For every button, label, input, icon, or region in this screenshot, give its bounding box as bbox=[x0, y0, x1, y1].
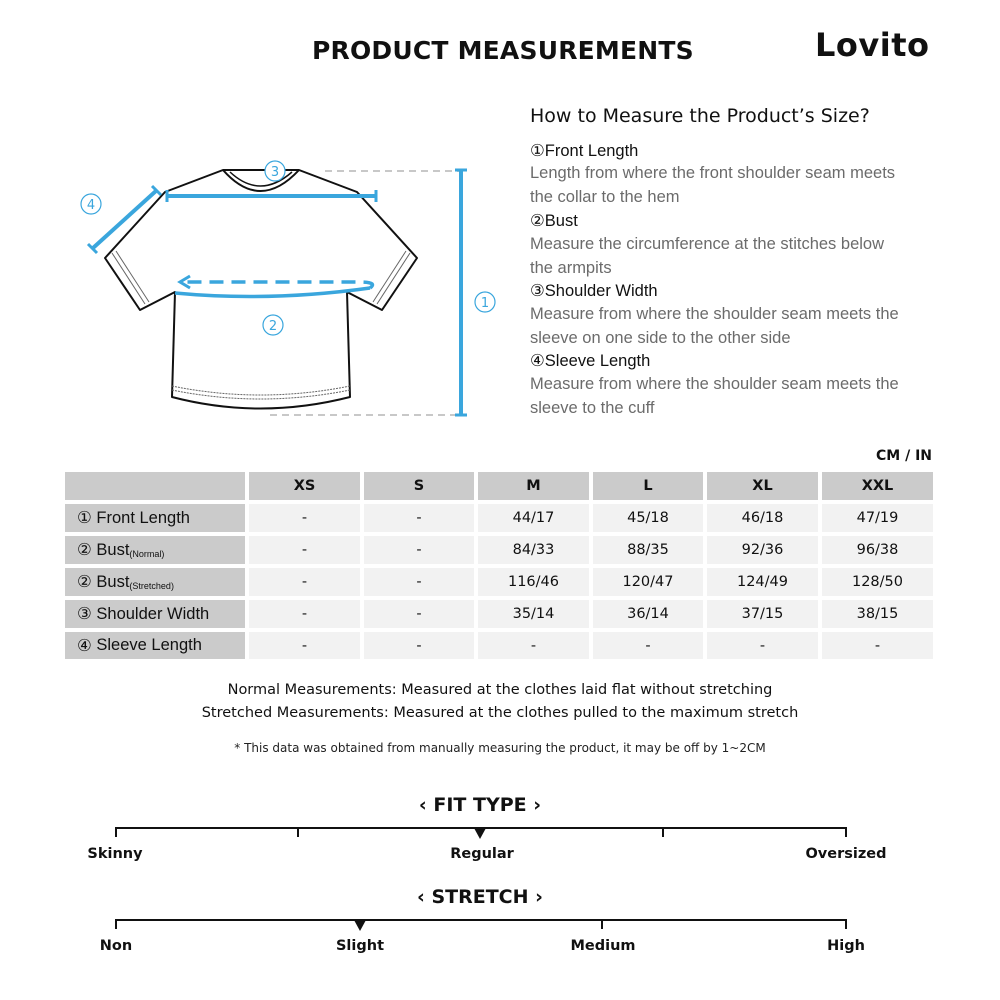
table-cell: - bbox=[707, 632, 818, 659]
table-cell: 46/18 bbox=[707, 504, 818, 532]
measure-label-shoulder-width: ③Shoulder Width bbox=[530, 282, 658, 300]
fit-label-skinny: Skinny bbox=[87, 846, 143, 862]
stretch-label-medium: Medium bbox=[570, 938, 636, 954]
stretch-label-non: Non bbox=[99, 938, 133, 954]
table-cell: - bbox=[364, 504, 474, 532]
table-cell: - bbox=[364, 568, 474, 596]
table-cell: - bbox=[249, 536, 360, 564]
row-label-sub: (Stretched) bbox=[129, 581, 174, 591]
col-header-xs: XS bbox=[249, 472, 360, 500]
row-label-text: Front Length bbox=[96, 508, 190, 527]
marker-3: 3 bbox=[270, 165, 280, 180]
row-label-text: Shoulder Width bbox=[96, 604, 210, 623]
stretch-marker-icon bbox=[354, 920, 366, 931]
table-cell: - bbox=[364, 536, 474, 564]
table-cell: 128/50 bbox=[822, 568, 933, 596]
table-cell: 45/18 bbox=[593, 504, 703, 532]
table-cell: 120/47 bbox=[593, 568, 703, 596]
stretch-label-high: High bbox=[827, 938, 865, 954]
row-label-text: Sleeve Length bbox=[96, 636, 202, 654]
row-num: ③ bbox=[77, 605, 92, 623]
table-cell: - bbox=[822, 632, 933, 659]
measure-desc-front-length: Length from where the front shoulder seam meets the collar to the hem bbox=[530, 164, 896, 206]
fit-tick bbox=[297, 827, 299, 837]
table-cell: 116/46 bbox=[478, 568, 589, 596]
row-label-front-length bbox=[65, 504, 245, 532]
note-disclaimer: * This data was obtained from manually measuring the product, it may be off by 1~2CM bbox=[234, 741, 766, 755]
row-num: ② bbox=[77, 541, 92, 559]
col-header-xxl: XXL bbox=[822, 472, 933, 500]
col-header-s: S bbox=[364, 472, 474, 500]
measure-label-front-length: ①Front Length bbox=[530, 142, 639, 160]
stretch-label-slight: Slight bbox=[335, 938, 385, 954]
fit-tick bbox=[115, 827, 117, 837]
row-num: ① bbox=[77, 509, 92, 527]
table-cell: 96/38 bbox=[822, 536, 933, 564]
note-stretched: Stretched Measurements: Measured at the clothes pulled to the maximum stretch bbox=[201, 705, 799, 721]
page-title-text: PRODUCT MEASUREMENTS bbox=[312, 36, 694, 65]
table-cell: 35/14 bbox=[478, 600, 589, 628]
stretch-tick bbox=[601, 919, 603, 929]
table-cell: - bbox=[249, 568, 360, 596]
table-cell: - bbox=[364, 600, 474, 628]
table-cell: - bbox=[249, 632, 360, 659]
table-header-corner bbox=[65, 472, 245, 500]
fit-label-oversized: Oversized bbox=[805, 846, 887, 862]
col-header-l: L bbox=[593, 472, 703, 500]
measure-desc-bust: Measure the circumference at the stitches below the armpits bbox=[530, 235, 885, 277]
brand-logo: Lovito bbox=[815, 26, 930, 64]
marker-1: 1 bbox=[480, 296, 490, 311]
row-label-shoulder-width bbox=[65, 600, 245, 628]
measure-desc-shoulder-width: Measure from where the shoulder seam meets the sleeve on one side to the other side bbox=[530, 305, 899, 347]
table-cell: 88/35 bbox=[593, 536, 703, 564]
table-cell: 84/33 bbox=[478, 536, 589, 564]
fit-label-regular: Regular bbox=[450, 846, 514, 862]
measure-label-sleeve-length: ④Sleeve Length bbox=[530, 352, 651, 370]
table-cell: 92/36 bbox=[707, 536, 818, 564]
how-to-title: How to Measure the Product’s Size? bbox=[530, 105, 870, 127]
row-num: ② bbox=[77, 573, 92, 591]
stretch-title: ‹ STRETCH › bbox=[417, 886, 543, 908]
table-cell: 44/17 bbox=[478, 504, 589, 532]
table-cell: 47/19 bbox=[822, 504, 933, 532]
note-normal: Normal Measurements: Measured at the clothes laid flat without stretching bbox=[227, 682, 773, 698]
row-label-text: Bust bbox=[96, 540, 130, 559]
fit-type-title: ‹ FIT TYPE › bbox=[418, 794, 542, 816]
fit-tick bbox=[845, 827, 847, 837]
table-cell: 36/14 bbox=[593, 600, 703, 628]
table-cell: - bbox=[249, 600, 360, 628]
row-num: ④ bbox=[77, 636, 92, 655]
row-label-sleeve-length bbox=[65, 632, 245, 659]
fit-tick bbox=[662, 827, 664, 837]
row-label-text: Bust bbox=[96, 572, 130, 591]
measure-label-bust: ②Bust bbox=[530, 212, 578, 230]
table-cell: - bbox=[364, 632, 474, 659]
fit-type-marker-icon bbox=[474, 828, 486, 839]
col-header-m: M bbox=[478, 472, 589, 500]
table-cell: 124/49 bbox=[707, 568, 818, 596]
row-label-bust-normal bbox=[65, 536, 245, 564]
stretch-tick bbox=[845, 919, 847, 929]
table-cell: - bbox=[249, 504, 360, 532]
table-cell: - bbox=[478, 632, 589, 659]
marker-4: 4 bbox=[86, 198, 96, 213]
marker-2: 2 bbox=[268, 319, 278, 334]
row-label-sub: (Normal) bbox=[129, 549, 165, 559]
table-cell: 37/15 bbox=[707, 600, 818, 628]
stretch-line bbox=[115, 919, 847, 921]
measure-desc-sleeve-length: Measure from where the shoulder seam meets the sleeve to the cuff bbox=[530, 375, 899, 417]
stretch-tick bbox=[115, 919, 117, 929]
table-cell: 38/15 bbox=[822, 600, 933, 628]
row-label-bust-stretched bbox=[65, 568, 245, 596]
tshirt-diagram bbox=[60, 150, 510, 430]
col-header-xl: XL bbox=[707, 472, 818, 500]
unit-label: CM / IN bbox=[876, 448, 932, 464]
table-cell: - bbox=[593, 632, 703, 659]
